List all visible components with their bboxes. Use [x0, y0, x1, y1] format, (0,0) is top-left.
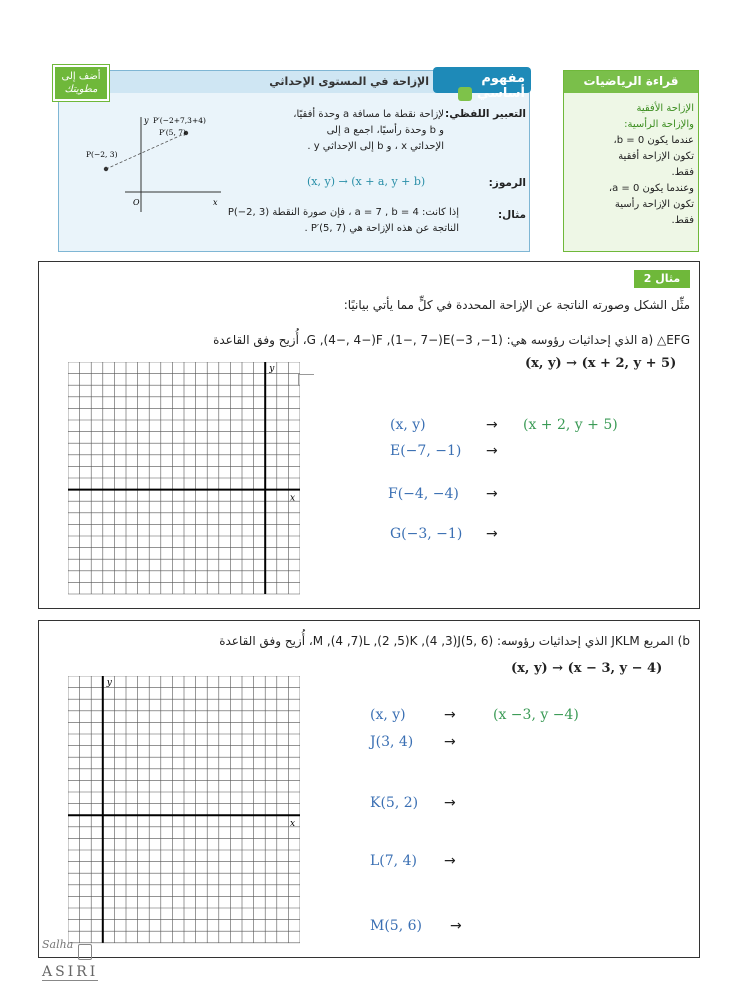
symbols-label: الرموز:	[488, 177, 526, 189]
part-a-question: a) △EFG الذي إحداثيات رؤوسه هي: (1−, 3−)G ,(4−, 4−)F ,(1−, 7−)E، أُزيح وفق القاعدة	[213, 333, 690, 347]
grid-a-y-label: y	[269, 364, 275, 374]
part-a-head-arrow: →	[486, 417, 498, 433]
example-line-2: الناتجة عن هذه الإزاحة هي (7 ,5)′P .	[304, 223, 459, 234]
example-line-1: إذا كانت: a = 7 , b = 4 ، فإن صورة النقطة (3 ,2−)P	[227, 207, 459, 218]
part-b-arrow-l: →	[444, 853, 456, 869]
grid-b-y-label: y	[106, 678, 112, 688]
part-b-rule: (x, y) → (x − 3, y − 4)	[511, 661, 663, 676]
foldable-badge	[53, 65, 109, 101]
author-logo	[42, 938, 112, 986]
grid-a-corner-mark	[298, 374, 314, 375]
mini-graph-point-p	[104, 167, 108, 171]
reading-line-2: والإزاحة الرأسية:	[624, 119, 694, 130]
part-b-row-m: M(5, 6)	[370, 918, 422, 934]
part-b-arrow-j: →	[444, 734, 456, 750]
reading-line-1: الإزاحة الأفقية	[636, 103, 694, 114]
verbal-line-1: لإزاحة نقطة ما مسافة a وحدة أفقيًا،	[293, 109, 444, 120]
graph-grid-b[interactable]	[68, 676, 300, 944]
grid-b-x-label: x	[290, 819, 296, 830]
concept-title: الإزاحة في المستوى الإحداثي	[269, 75, 429, 88]
part-b-arrow-k: →	[444, 795, 456, 811]
reading-line-8: فقط.	[671, 215, 694, 226]
part-a-row-e: E(−7, −1)	[390, 443, 462, 459]
concept-mini-graph	[81, 107, 231, 217]
reading-math-title: قراءة الرياضيات	[564, 71, 698, 93]
example-label: مثال:	[497, 209, 526, 221]
mini-graph-x-label: x	[213, 198, 218, 207]
reading-math-text	[568, 101, 694, 229]
part-b-row-k: K(5, 2)	[370, 795, 419, 811]
part-b-row-j: J(3, 4)	[370, 734, 414, 750]
foldable-badge-line1: أضف إلى	[61, 71, 101, 82]
mini-graph-p-prime-label: P′(5, 7)	[159, 128, 186, 137]
calculator-icon	[78, 944, 92, 960]
part-b-row-l: L(7, 4)	[370, 853, 417, 869]
mini-graph-y-label: y	[144, 116, 149, 125]
graph-grid-a[interactable]	[68, 362, 300, 604]
example-instruction: مثِّل الشكل وصورته الناتجة عن الإزاحة المحددة في كلٍّ مما يأتي بيانيًا:	[343, 298, 690, 312]
example-2-tab: مثال 2	[634, 270, 690, 288]
verbal-text	[239, 107, 444, 155]
reading-math-box	[563, 70, 699, 252]
grid-a-x-label: x	[290, 493, 296, 504]
grid-a-corner-mark-v	[298, 374, 299, 386]
part-a-arrow-g: →	[486, 526, 498, 542]
mini-graph-origin-label: O	[133, 198, 140, 207]
concept-tab-label: مفهوم أساسي	[476, 71, 525, 101]
part-b-arrow-m: →	[450, 918, 462, 934]
part-b-head-left: (x, y)	[370, 707, 406, 723]
part-a-arrow-f: →	[486, 486, 498, 502]
key-concept-box	[58, 70, 530, 252]
reading-line-3: عندما يكون b = 0،	[613, 135, 694, 146]
part-a-arrow-e: →	[486, 443, 498, 459]
example-text	[169, 205, 459, 237]
part-a-rule: (x, y) → (x + 2, y + 5)	[525, 356, 677, 371]
concept-tab	[433, 67, 531, 101]
mini-graph-translation-line	[106, 133, 186, 169]
part-a-head-right: (x + 2, y + 5)	[523, 417, 618, 433]
part-b-question: b) المربع JKLM الذي إحداثيات رؤوسه: (6 ,5)M ,(4 ,7)L ,(2 ,5)K ,(4 ,3)J، أُزيح وفق القاعدة	[219, 634, 690, 648]
part-b-head-right: (x −3, y −4)	[493, 707, 579, 723]
part-b-head-arrow: →	[444, 707, 456, 723]
part-a-head-left: (x, y)	[390, 417, 426, 433]
part-a-row-f: F(−4, −4)	[388, 486, 459, 502]
verbal-label: التعبير اللفظي:	[445, 108, 526, 120]
reading-line-7: تكون الإزاحة رأسية	[614, 199, 694, 210]
part-a-row-g: G(−3, −1)	[390, 526, 463, 542]
foldable-badge-line2: مطويتك	[64, 84, 98, 95]
reading-line-4: تكون الإزاحة أفقية	[618, 151, 694, 162]
reading-line-5: فقط.	[671, 167, 694, 178]
symbols-formula: (x, y) → (x + a, y + b)	[307, 175, 426, 188]
logo-signature: Salha	[42, 938, 74, 951]
verbal-line-3: الإحداثي x ، و b إلى الإحداثي y .	[307, 141, 444, 152]
concept-logo-icon	[458, 87, 472, 101]
logo-text: ASIRI	[42, 964, 99, 980]
verbal-line-2: و b وحدة رأسيًا، اجمع a إلى	[326, 125, 444, 136]
reading-line-6: وعندما يكون a = 0،	[608, 183, 694, 194]
mini-graph-p-prime-calc: P′(−2+7,3+4)	[153, 116, 206, 125]
mini-graph-p-label: P(−2, 3)	[86, 150, 118, 159]
